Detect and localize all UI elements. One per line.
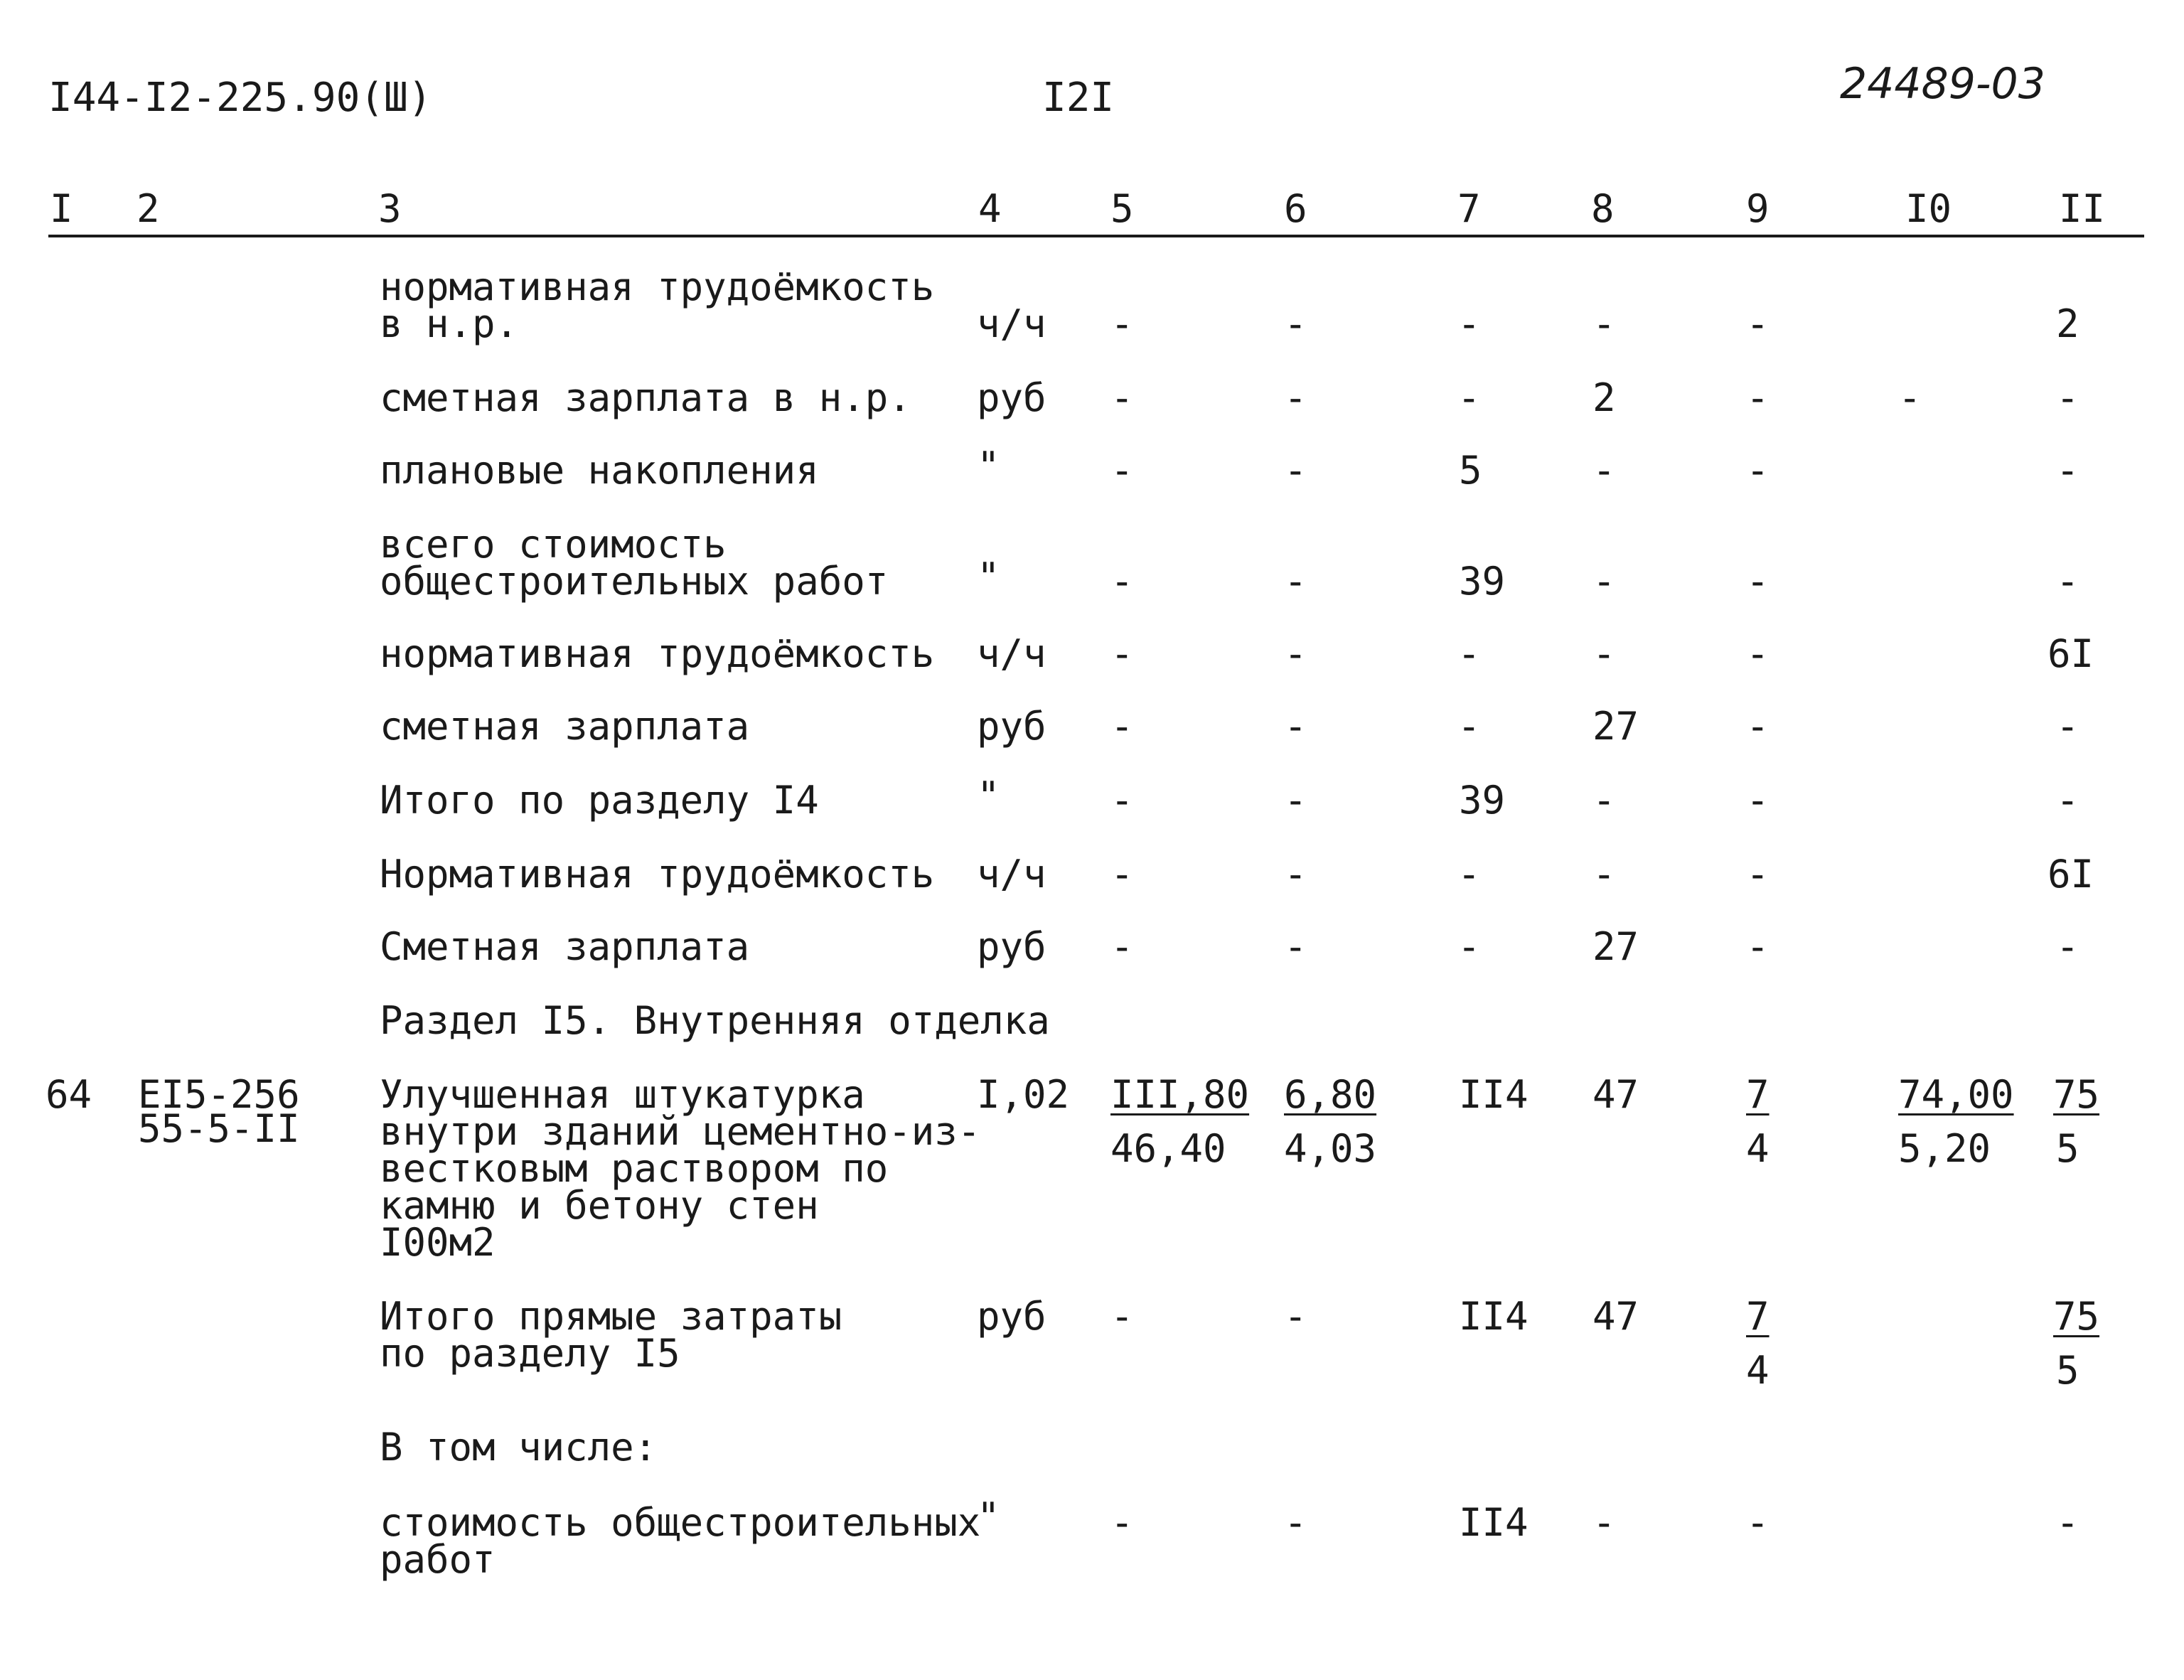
total-col11-top: 75 [2053,1294,2100,1339]
row-col11: 2 [2056,301,2079,346]
row-unit: руб [977,375,1046,420]
row-col7: - [1457,924,1481,969]
row-desc: плановые накопления [380,448,819,493]
item-col11-bottom: 5 [2056,1126,2079,1171]
column-number-2: 2 [136,186,160,231]
row-unit: ч/ч [977,631,1046,676]
row-col9: - [1746,704,1770,749]
item-col8: 47 [1592,1072,1639,1117]
row-col5: - [1110,375,1134,420]
including-label: В том числе: [380,1425,658,1470]
general-col9: - [1746,1500,1770,1545]
item-desc: вестковым раствором по [380,1146,889,1191]
row-col9: - [1746,375,1770,420]
row-col8: - [1592,301,1616,346]
row-col7: 5 [1459,448,1482,493]
general-unit: " [977,1494,1000,1539]
row-col6: - [1284,631,1307,676]
item-col7: II4 [1459,1072,1529,1117]
handwritten-number: 24489-03 [1840,59,2045,109]
row-desc: Сметная зарплата [380,924,750,969]
row-col9: - [1746,778,1770,823]
general-col5: - [1110,1500,1134,1545]
row-col11: 6I [2048,631,2094,676]
general-desc: работ [380,1537,496,1582]
row-col8: 27 [1592,924,1639,969]
row-col7: - [1457,852,1481,897]
row-col5: - [1110,301,1134,346]
column-number-6: 6 [1284,186,1307,231]
row-col5: - [1110,704,1134,749]
row-col8: - [1592,559,1616,604]
row-desc: Нормативная трудоёмкость [380,852,935,897]
row-col6: - [1284,301,1307,346]
item-col10-top: 74,00 [1898,1072,2014,1117]
item-code: 55-5-II [138,1106,300,1151]
row-col6: - [1284,924,1307,969]
item-desc: Улучшенная штукатурка [380,1072,865,1117]
column-number-11: II [2059,186,2106,231]
row-col11: - [2056,375,2079,420]
row-col9: - [1746,924,1770,969]
total-col8: 47 [1592,1294,1639,1339]
row-col5: - [1110,852,1134,897]
row-unit: " [977,444,1000,488]
row-col8: - [1592,448,1616,493]
row-col9: - [1746,852,1770,897]
page-number: I2I [1042,75,1115,121]
section-title: Раздел I5. Внутренняя отделка [380,998,1050,1043]
row-col5: - [1110,778,1134,823]
row-col11: - [2056,924,2079,969]
row-col6: - [1284,778,1307,823]
row-col7: - [1457,375,1481,420]
total-col11-bottom: 5 [2056,1348,2079,1393]
row-col11: - [2056,559,2079,604]
item-col9-bottom: 4 [1746,1126,1770,1171]
row-col5: - [1110,924,1134,969]
row-col11: - [2056,448,2079,493]
column-number-1: I [50,186,73,231]
general-col11: - [2056,1500,2079,1545]
row-col7: - [1457,631,1481,676]
row-col6: - [1284,559,1307,604]
row-desc: всего стоимость [380,522,727,567]
item-desc: камню и бетону стен [380,1183,819,1228]
row-unit: ч/ч [977,301,1046,346]
row-col7: - [1457,301,1481,346]
column-number-5: 5 [1110,186,1134,231]
row-desc: в н.р. [380,301,519,346]
column-number-3: 3 [378,186,402,231]
row-col6: - [1284,448,1307,493]
row-col5: - [1110,631,1134,676]
general-col8: - [1592,1500,1616,1545]
total-col5: - [1110,1294,1134,1339]
item-col5-bottom: 46,40 [1110,1126,1226,1171]
total-col9-bottom: 4 [1746,1348,1770,1393]
row-desc: сметная зарплата [380,704,750,749]
item-col10-bottom: 5,20 [1898,1126,1991,1171]
item-col11-top: 75 [2053,1072,2100,1117]
general-col6: - [1284,1500,1307,1545]
row-col6: - [1284,704,1307,749]
row-desc: нормативная трудоёмкость [380,264,935,309]
document-code: I44-I2-225.90(Ш) [48,75,432,121]
row-col5: - [1110,448,1134,493]
total-col7: II4 [1459,1294,1529,1339]
row-col6: - [1284,375,1307,420]
row-col8: 27 [1592,704,1639,749]
row-col10: - [1898,375,1922,420]
row-col7: 39 [1459,778,1506,823]
row-desc: сметная зарплата в н.р. [380,375,911,420]
column-number-9: 9 [1746,186,1770,231]
row-col7: - [1457,704,1481,749]
item-code: EI5-256 [138,1072,300,1117]
column-number-8: 8 [1591,186,1615,231]
item-col6-top: 6,80 [1284,1072,1377,1117]
column-number-4: 4 [978,186,1002,231]
row-col8: - [1592,852,1616,897]
item-number: 64 [46,1072,92,1117]
row-desc: нормативная трудоёмкость [380,631,935,676]
header-rule [48,235,2144,237]
total-desc: по разделу I5 [380,1331,680,1376]
row-col9: - [1746,301,1770,346]
row-col11: - [2056,778,2079,823]
item-desc: I00м2 [380,1220,496,1265]
total-col9-top: 7 [1746,1294,1770,1339]
row-col8: - [1592,631,1616,676]
row-unit: ч/ч [977,852,1046,897]
row-col8: 2 [1592,375,1616,420]
column-number-10: I0 [1905,186,1952,231]
total-col6: - [1284,1294,1307,1339]
row-unit: руб [977,924,1046,969]
item-desc: внутри зданий цементно-из- [380,1109,981,1154]
row-col9: - [1746,448,1770,493]
row-unit: " [977,555,1000,599]
item-col5-top: III,80 [1110,1072,1250,1117]
item-quantity: I,02 [977,1072,1070,1117]
item-col9-top: 7 [1746,1072,1770,1117]
item-col6-bottom: 4,03 [1284,1126,1377,1171]
row-col9: - [1746,559,1770,604]
general-desc: стоимость общестроительных [380,1500,981,1545]
row-col11: 6I [2048,852,2094,897]
row-col8: - [1592,778,1616,823]
row-col9: - [1746,631,1770,676]
general-col7: II4 [1459,1500,1529,1545]
row-col5: - [1110,559,1134,604]
row-col7: 39 [1459,559,1506,604]
column-number-7: 7 [1457,186,1481,231]
row-desc: Итого по разделу I4 [380,778,819,823]
total-unit: руб [977,1294,1046,1339]
row-unit: " [977,774,1000,818]
total-desc: Итого прямые затраты [380,1294,842,1339]
row-desc: общестроительных работ [380,559,889,604]
row-col6: - [1284,852,1307,897]
row-unit: руб [977,704,1046,749]
row-col11: - [2056,704,2079,749]
